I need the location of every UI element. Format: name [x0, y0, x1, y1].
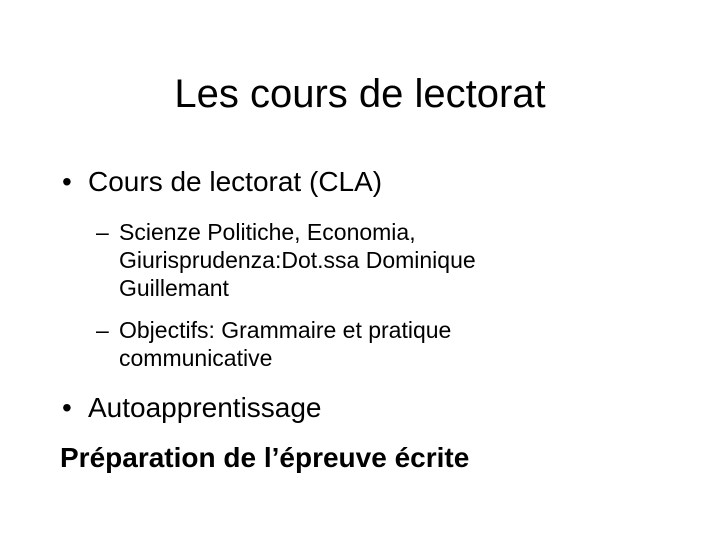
- bullet-marker: •: [62, 166, 72, 197]
- sub-bullet-item-scienze: [96, 218, 576, 302]
- bullet-text: Cours de lectorat (CLA): [88, 166, 383, 197]
- bullet-text: Autoapprentissage: [88, 392, 322, 423]
- sub-bullet-text: Scienze Politiche, Economia, Giurisprudenza:Dot.ssa Dominique Guillemant: [119, 219, 476, 301]
- bullet-item-autoapprentissage: [62, 391, 322, 425]
- sub-bullet-item-objectifs: [96, 316, 576, 372]
- footer-line: Préparation de l’épreuve écrite: [60, 442, 470, 473]
- sub-bullet-text: Objectifs: Grammaire et pratique communicative: [119, 317, 452, 371]
- sub-bullet-marker: –: [96, 317, 109, 343]
- sub-bullet-marker: –: [96, 219, 109, 245]
- slide-title: Les cours de lectorat: [174, 72, 546, 116]
- bullet-item-cours: [62, 165, 382, 199]
- bullet-marker: •: [62, 392, 72, 423]
